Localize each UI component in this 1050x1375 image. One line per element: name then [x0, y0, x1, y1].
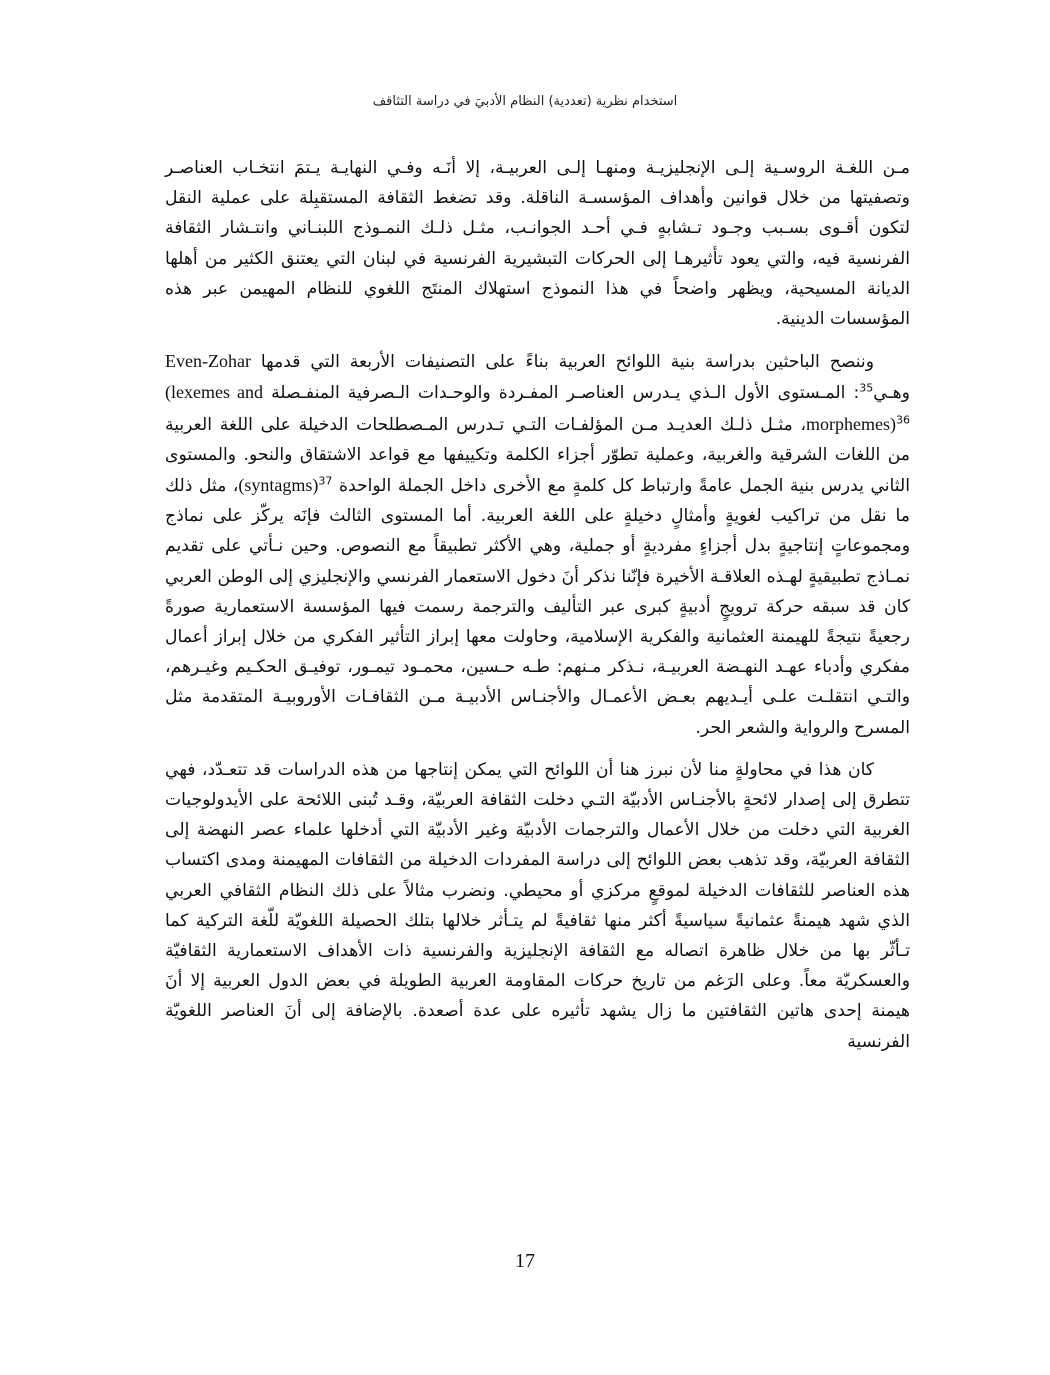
- text-run: ، مثـل ذلـك العديـد مـن المؤلفـات التـي تـدرس المـصطلحات الدخيلة على اللغة العربية من اللغات الشرقية والغربية، وعملية تطوّر أجزاء الكلمة وتكييفها مع قواعد الاشتقاق والنحو. والمستوى الثاني يدرس بنية الجمل عامةً وارتباط كل كلمةٍ مع الأخرى داخل الجملة الواحدة: [165, 414, 910, 497]
- paragraph-1: [165, 153, 910, 334]
- text-run: وهـي: [873, 383, 910, 404]
- body-text: [165, 153, 910, 1069]
- latin-term-lexemes: (lexemes and morphemes): [165, 382, 896, 434]
- paragraph-3: [165, 755, 910, 1057]
- latin-term-syntagms: (syntagms): [238, 475, 319, 496]
- page-number: 17: [515, 1250, 535, 1272]
- footnote-ref-35[interactable]: 35: [859, 381, 874, 395]
- running-header: استخدام نظرية (تعددية) النظام الأدبيَ في دراسة التثاقف: [372, 94, 678, 109]
- paragraph-2: [165, 346, 910, 743]
- text-run: كان هذا في محاولةٍ منا لأن نبرز هنا أن اللوائح التي يمكن إنتاجها من هذه الدراسات قد تتعـدّد، فهي تتطرق إلى إصدار لائحةٍ بالأجنـاس الأدبيّة التـي دخلت الثقافة العربيّة، وقـد تُبنى اللائحة على الأيدولوجيات الغربية التي دخلت من خلال الأعمال والترجمات الأدبيّة وغير الأدبيّة التي أدخلها علماء عصر النهضة إلى الثقافة العربيّة، وقد تذهب بعض اللوائح إلى دراسة المفردات الدخيلة من الثقافات المهيمنة ومدى اكتساب هذه العناصر للثقافات الدخيلة لموقعٍ مركزي أو محيطي. ونضرب مثالاً على ذلك النظام الثقافي العربي الذي شهد هيمنةً عثمانيةً سياسيةً أكثر منها ثقافيةً لم يتـأثر خلالها بتلك الحصيلة اللغويّة للّغة التركية كما تـأثّر بها من خلال ظاهرة اتصاله مع الثقافة الإنجليزية والفرنسية ذات الأهداف الاستعمارية الثقافيّة والعسكريّة معاً. وعلى الرَغم من تاريخ حركات المقاومة العربية الطويلة في بعض الدول العربية إلا أنَ هيمنة إحدى هاتين الثقافتين ما زال يشهد تأثيره على عدة أصعدة. بالإضافة إلى أنَ العناصر اللغويّة الفرنسية: [165, 759, 910, 1052]
- footnote-ref-37[interactable]: 37: [318, 474, 333, 488]
- text-run: : المـستوى الأول الـذي يـدرس العناصـر المفـردة والوحـدات الـصرفية المنفـصلة: [263, 383, 860, 404]
- footnote-ref-36[interactable]: 36: [896, 412, 910, 426]
- text-run: ، مثل ذلك ما نقل من تراكيب لغويةٍ وأمثالٍ دخيلةٍ على اللغة العربية. أما المستوى الثالث فإنَه يركّز على نماذج ومجموعاتٍ إنتاجيةٍ بدل أجزاءٍ مفرديةٍ أو جملية، وهي الأكثر تطبيقاً مع النصوص. وحين نـأتي على تقديم نمـاذج تطبيقيةٍ لهـذه العلاقـة الأخيرة فإنّنا نذكر أنَ دخول الاستعمار الفرنسي والإنجليزي إلى الوطن العربي كان قد سبقه حركة ترويجٍ أدبيةٍ كبرى عبر التأليف والترجمة رسمت فيها المؤسسة الاستعمارية صورةً رجعيةً نتيجةً للهيمنة العثمانية والفكرية الإسلامية، وحاولت معها إبراز التأثير الفكري من خلال إبراز أعمال مفكري وأدباء عهـد النهـضة العربيـة، نـذكر مـنهم: طـه حـسين، محمـود تيمـور، توفيـق الحكـيم وغيـرهم، والتـي انتقلـت علـى أيـديهم بعـض الأعمـال والأجنـاس الأدبيـة مـن الثقافـات الأوروبيـة المتقدمة مثل المسرح والرواية والشعر الحر.: [165, 476, 910, 738]
- latin-term-even-zohar: Even-Zohar: [165, 351, 251, 372]
- text-run: مـن اللغـة الروسـية إلـى الإنجليزيـة ومنهـا إلـى العربيـة، إلا أنَـه وفـي النهايـة يـتمَ انتخـاب العناصـر وتصفيتها من خلال قوانين وأهداف المؤسسـة الناقلة. وقد تضغط الثقافة المستقبِلة على عملية النقل لتكون أقـوى بسـبب وجـود تـشابهٍ فـي أحـد الجوانـب، مثـل ذلـك النمـوذج اللبنـاني وانتـشار الثقافة الفرنسية فيه، والتي يعود تأثيرهـا إلى الحركات التبشيرية الفرنسية في لبنان التي يعتنق الكثير من أهلها الديانة المسيحية، ويظهر واضحاً في هذا النموذج استهلاك المنتَج اللغوي للنظام المهيمن عبر هذه المؤسسات الدينية.: [165, 158, 910, 330]
- text-run: وننصح الباحثين بدراسة بنية اللوائح العربية بناءً على التصنيفات الأربعة التي قدمها: [250, 352, 874, 373]
